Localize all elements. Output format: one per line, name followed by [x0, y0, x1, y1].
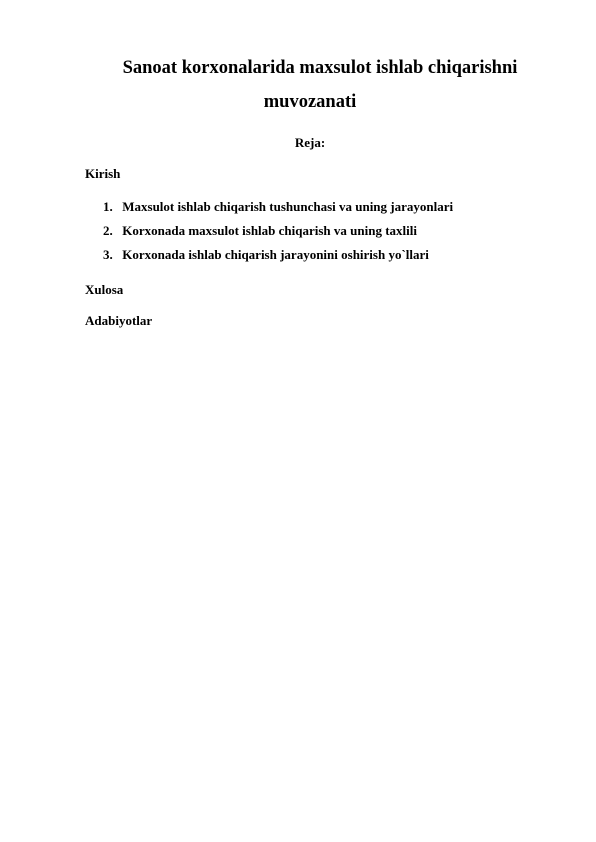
document-title-line-1: Sanoat korxonalarida maxsulot ishlab chiqarishni — [122, 58, 518, 78]
plan-list — [103, 199, 453, 271]
plan-list-item — [103, 199, 453, 223]
section-intro: Kirish — [85, 166, 121, 181]
plan-list-item — [103, 223, 453, 247]
document-title-line-2: muvozanati — [263, 92, 357, 112]
section-references: Adabiyotlar — [85, 313, 153, 328]
plan-item-number: 2. — [103, 223, 113, 238]
plan-item-number: 1. — [103, 199, 113, 214]
plan-list-item — [103, 247, 453, 271]
plan-item-text: Korxonada maxsulot ishlab chiqarish va uning taxlili — [122, 223, 417, 238]
section-conclusion: Xulosa — [85, 282, 124, 297]
plan-item-number: 3. — [103, 247, 113, 262]
plan-heading: Reja: — [294, 135, 326, 150]
plan-item-text: Korxonada ishlab chiqarish jarayonini oshirish yo`llari — [122, 247, 429, 262]
plan-item-text: Maxsulot ishlab chiqarish tushunchasi va uning jarayonlari — [122, 199, 454, 214]
